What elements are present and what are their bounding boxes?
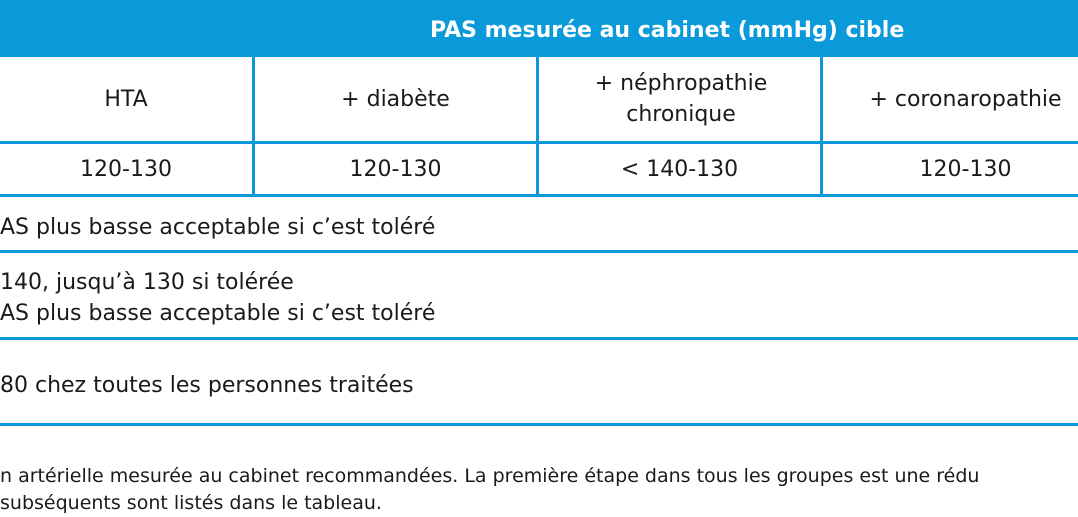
target-value-coronaropathie: 120-130 — [919, 156, 1012, 182]
table-bottom-border — [0, 423, 1078, 426]
note-row-2-line-2: AS plus basse acceptable si c’est toléré — [0, 301, 436, 326]
column-header-hta: HTA — [104, 86, 148, 112]
target-value-hta: 120-130 — [80, 156, 172, 182]
table-header-band — [0, 0, 1078, 57]
column-header-diabete: + diabète — [341, 86, 450, 112]
note-row-3-line: 80 chez toutes les personnes traitées — [0, 373, 414, 398]
column-header-nephropathie: + néphropathie chronique — [594, 71, 768, 127]
row-divider — [0, 194, 1078, 197]
note-row-2 — [0, 267, 435, 329]
column-header-coronaropathie: + coronaropathie — [869, 86, 1062, 112]
row-divider — [0, 337, 1078, 340]
note-row-1 — [0, 212, 435, 243]
note-row-1-line: AS plus basse acceptable si c’est toléré — [0, 215, 436, 240]
note-row-2-line-1: 140, jusqu’à 130 si tolérée — [0, 270, 294, 295]
target-value-nephropathie: < 140-130 — [620, 156, 739, 182]
target-value-diabete: 120-130 — [349, 156, 442, 182]
row-divider — [0, 250, 1078, 253]
caption-line-1: n artérielle mesurée au cabinet recommandées. La première étape dans tous les groupes est une rédu — [0, 465, 980, 487]
caption-line-2: subséquents sont listés dans le tableau. — [0, 492, 382, 514]
table-title: PAS mesurée au cabinet (mmHg) cible — [430, 18, 905, 43]
note-row-3 — [0, 370, 414, 401]
